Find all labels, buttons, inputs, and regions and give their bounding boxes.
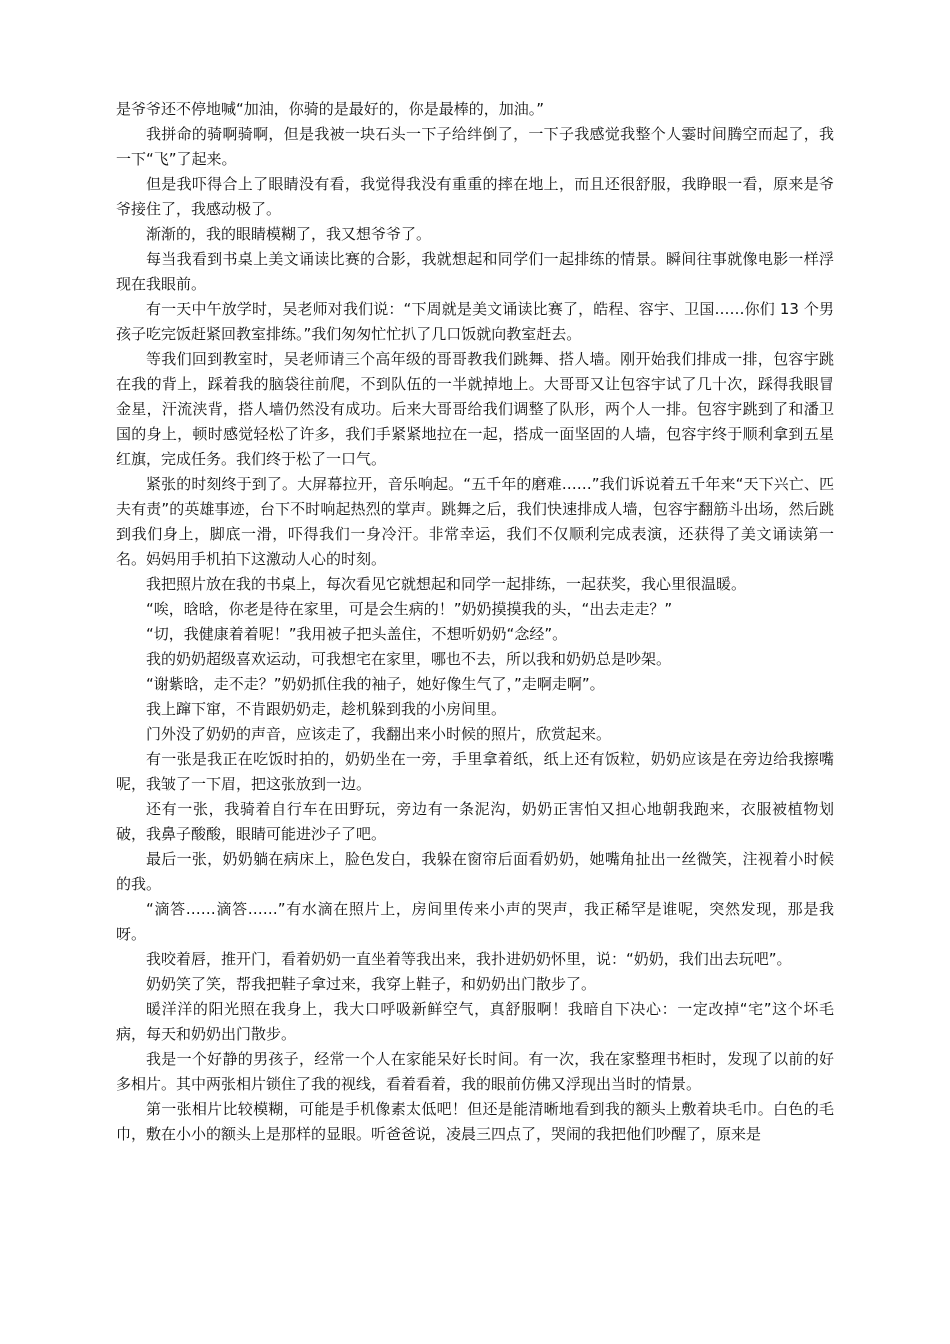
paragraph: 我是一个好静的男孩子，经常一个人在家能呆好长时间。有一次，我在家整理书柜时，发现了以前的好多相片。其中两张相片锁住了我的视线，看着看着，我的眼前仿佛又浮现出当时的情景。: [116, 1050, 834, 1093]
paragraph: 我把照片放在我的书桌上，每次看见它就想起和同学一起排练，一起获奖，我心里很温暖。: [146, 575, 747, 593]
paragraph: 每当我看到书桌上美文诵读比赛的合影，我就想起和同学们一起排练的情景。瞬间往事就像电影一样浮现在我眼前。: [116, 250, 834, 293]
paragraph: 我的奶奶超级喜欢运动，可我想宅在家里，哪也不去，所以我和奶奶总是吵架。: [146, 650, 672, 668]
paragraph: 我上蹿下窜，不肯跟奶奶走，趁机躲到我的小房间里。: [146, 700, 507, 718]
paragraph: “唉，晗晗，你老是待在家里，可是会生病的！”奶奶摸摸我的头，“出去走走？”: [146, 600, 673, 618]
paragraph: “滴答……滴答……”有水滴在照片上，房间里传来小声的哭声，我正稀罕是谁呢，突然发现，那是我呀。: [116, 900, 834, 943]
paragraph: 我拼命的骑啊骑啊，但是我被一块石头一下子给绊倒了，一下子我感觉我整个人霎时间腾空而起了，我一下“飞”了起来。: [116, 125, 834, 168]
paragraph: 最后一张，奶奶躺在病床上，脸色发白，我躲在窗帘后面看奶奶，她嘴角扯出一丝微笑，注视着小时候的我。: [116, 850, 834, 893]
paragraph: 有一张是我正在吃饭时拍的，奶奶坐在一旁，手里拿着纸，纸上还有饭粒，奶奶应该是在旁边给我擦嘴呢，我皱了一下眉，把这张放到一边。: [116, 750, 834, 793]
paragraph: 有一天中午放学时，吴老师对我们说：“下周就是美文诵读比赛了，皓程、容宇、卫国……你们 13 个男孩子吃完饭赶紧回教室排练。”我们匆匆忙忙扒了几口饭就向教室赶去。: [116, 300, 834, 343]
paragraph: 等我们回到教室时，吴老师请三个高年级的哥哥教我们跳舞、搭人墙。刚开始我们排成一排，包容宇跳在我的背上，踩着我的脑袋往前爬，不到队伍的一半就掉地上。大哥哥又让包容宇试了几十次，踩得我眼冒金星，汗流浃背，搭人墙仍然没有成功。后来大哥哥给我们调整了队形，两个人一排。包容宇跳到了和潘卫国的身上，顿时感觉轻松了许多，我们手紧紧地拉在一起，搭成一面坚固的人墙，包容宇终于顺利拿到五星红旗，完成任务。我们终于松了一口气。: [116, 350, 834, 468]
paragraph: 暖洋洋的阳光照在我身上，我大口呼吸新鲜空气，真舒服啊！我暗自下决心：一定改掉“宅”这个坏毛病，每天和奶奶出门散步。: [116, 1000, 834, 1043]
document-page: [116, 97, 834, 1147]
paragraph: 紧张的时刻终于到了。大屏幕拉开，音乐响起。“五千年的磨难……”我们诉说着五千年来“天下兴亡、匹夫有责”的英雄事迹，台下不时响起热烈的掌声。跳舞之后，我们快速排成人墙，包容宇翻筋斗出场，然后跳到我们身上，脚底一滑，吓得我们一身冷汗。非常幸运，我们不仅顺利完成表演，还获得了美文诵读第一名。妈妈用手机拍下这激动人心的时刻。: [116, 475, 834, 568]
paragraph: 但是我吓得合上了眼睛没有看，我觉得我没有重重的摔在地上，而且还很舒服，我睁眼一看，原来是爷爷接住了，我感动极了。: [116, 175, 834, 218]
paragraph: 第一张相片比较模糊，可能是手机像素太低吧！但还是能清晰地看到我的额头上敷着块毛巾。白色的毛巾，敷在小小的额头上是那样的显眼。听爸爸说，凌晨三四点了，哭闹的我把他们吵醒了，原来是: [116, 1100, 834, 1143]
paragraph: 渐渐的，我的眼睛模糊了，我又想爷爷了。: [146, 225, 432, 243]
paragraph: 门外没了奶奶的声音，应该走了，我翻出来小时候的照片，欣赏起来。: [146, 725, 612, 743]
paragraph: 是爷爷还不停地喊“加油，你骑的是最好的，你是最棒的，加油。”: [116, 100, 545, 118]
paragraph: 奶奶笑了笑，帮我把鞋子拿过来，我穿上鞋子，和奶奶出门散步了。: [146, 975, 597, 993]
paragraph: “切，我健康着着呢！”我用被子把头盖住，不想听奶奶“念经”。: [146, 625, 568, 643]
paragraph: 我咬着唇，推开门，看着奶奶一直坐着等我出来，我扑进奶奶怀里，说：“奶奶，我们出去玩吧”。: [146, 950, 792, 968]
paragraph: “谢紫晗，走不走？”奶奶抓住我的袖子，她好像生气了，”走啊走啊”。: [146, 675, 605, 693]
paragraph: 还有一张，我骑着自行车在田野玩，旁边有一条泥沟，奶奶正害怕又担心地朝我跑来，衣服被植物划破，我鼻子酸酸，眼睛可能进沙子了吧。: [116, 800, 834, 843]
